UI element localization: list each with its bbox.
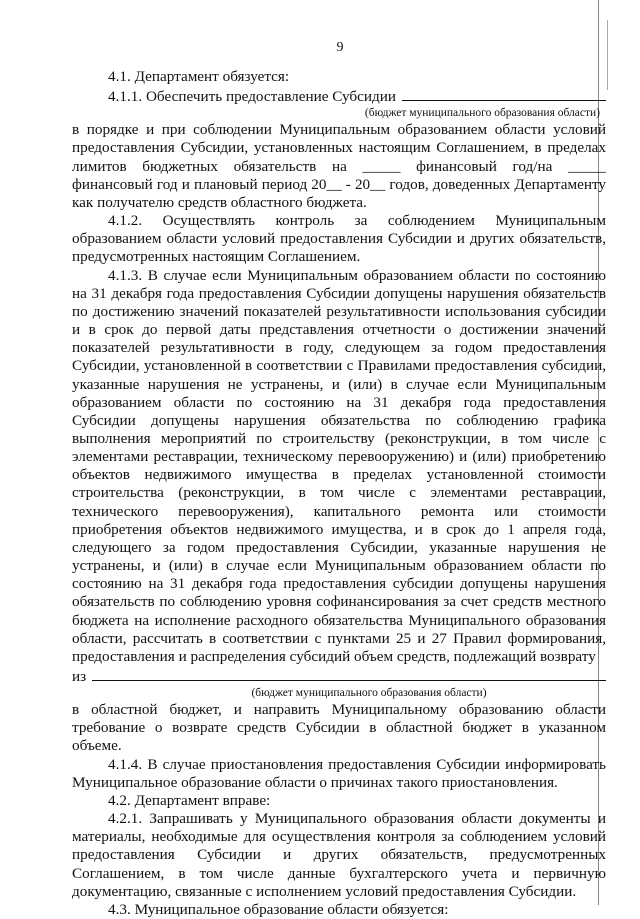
paragraph-4-3: 4.3. Муниципальное образование области обязуется: xyxy=(108,900,449,918)
blank-field-municipal-budget-1 xyxy=(402,86,606,101)
caption-municipal-budget-1: (бюджет муниципального образования области) xyxy=(364,107,600,120)
from-label: из xyxy=(72,668,87,685)
paragraph-4-2-1: 4.2.1. Запрашивать у Муниципального образования области документы и материалы, необходимые для осуществления контроля за соблюдением условий предоставления Субсидии и других обязательств, предусмотренных Соглашением, в том числе данные бухгалтерского учета и первичную документацию, связанные с исполнением условий предоставления Субсидии. xyxy=(72,810,606,900)
blank-field-municipal-budget-2 xyxy=(92,666,606,681)
document-body xyxy=(72,68,606,919)
paragraph-4-1-3: 4.1.3. В случае если Муниципальным образованием области по состоянию на 31 декабря года предоставления Субсидии допущены нарушения обязательств по достижению значений показателей результативности использования субсидии и в срок до первой даты представления отчетности о достижении значений показателей результативности в году, следующем за годом предоставления Субсидии, установленной в соответствии с Правилами предоставления субсидии, указанные нарушения не устранены, и (или) в случае если Муниципальным образованием области по состоянию на 31 декабря года предоставления Субсидии допущены нарушения обязательства по соблюдению графика выполнения мероприятий по строительству (реконструкции, в том числе с элементами реставрации, техническому перевооружению) и (или) приобретению объектов недвижимого имущества в пределах установленной стоимости строительства (реконструкции, в том числе с элементами реставрации, технического перевооружения), капитального ремонта или стоимости приобретения объектов недвижимого имущества, и в срок до 1 апреля года, следующего за годом предоставления Субсидии, указанные нарушения не устранены, и (или) в случае если Муниципальным образованием области по состоянию на 31 декабря года предоставления субсидии допущены нарушения обязательств по соблюдению уровня софинансирования за счет средств местного бюджета на исполнение расходного обязательства Муниципального образования области, рассчитать в соответствии с пунктами 25 и 27 Правил формирования, предоставления и распределения субсидий объем средств, подлежащий возврату xyxy=(72,266,606,665)
paragraph-4-1-4: 4.1.4. В случае приостановления предоставления Субсидии информировать Муниципальное образование области о причинах такого приостановления. xyxy=(72,755,606,791)
paragraph-4-2: 4.2. Департамент вправе: xyxy=(108,791,271,809)
paragraph-4-1-3-end: в областной бюджет, и направить Муниципальному образованию области требование о возврате средств Субсидии в областной бюджет в указанном объеме. xyxy=(72,701,606,755)
from-budget-row xyxy=(72,666,606,686)
paragraph-4-1: 4.1. Департамент обязуется: xyxy=(108,68,290,85)
paragraph-4-1-2: 4.1.2. Осуществлять контроль за соблюдением Муниципальным образованием области условий предоставления Субсидии и других обязательств, предусмотренных настоящим Соглашением. xyxy=(72,212,606,266)
page-number: 9 xyxy=(336,40,344,55)
caption-municipal-budget-2: (бюджет муниципального образования области) xyxy=(251,687,487,700)
paragraph-4-1-1-lead xyxy=(72,86,606,106)
paragraph-4-1-1-body: в порядке и при соблюдении Муниципальным образованием области условий предоставления Субсидии, установленных настоящим Соглашением, в пределах лимитов бюджетных обязательств на _____ финансовый год/на _____ финансовый год и плановый период 20__ - 20__ годов, доведенных Департаменту как получателю средств областного бюджета. xyxy=(72,121,606,211)
paragraph-4-1-1-lead-text: 4.1.1. Обеспечить предоставление Субсидии xyxy=(108,88,397,106)
